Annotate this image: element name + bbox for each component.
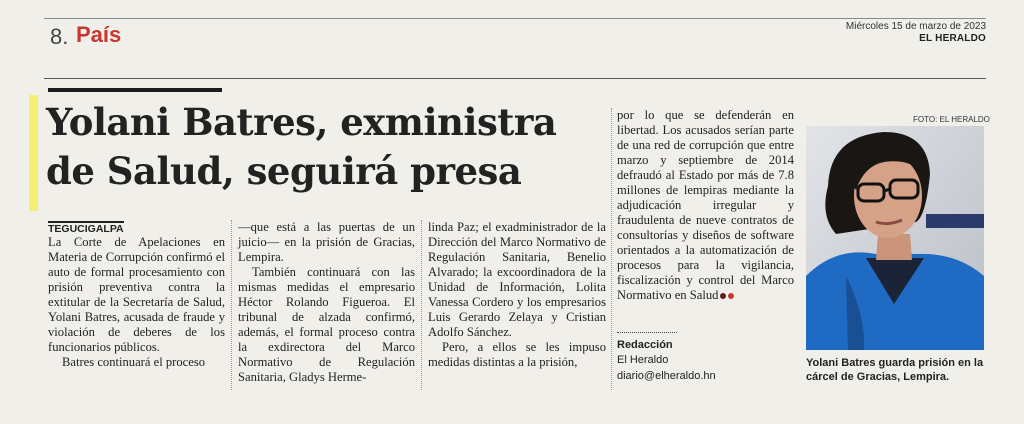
- byline-rule: [617, 332, 677, 333]
- headline-line-1: Yolani Batres, exministra: [46, 100, 557, 144]
- paragraph: Pero, a ellos se les impuso medidas distintas a la prisión,: [428, 340, 606, 369]
- portrait-illustration: [806, 126, 984, 350]
- paragraph: La Corte de Apelaciones en Materia de Corrupción confirmó el auto de formal procesamiento con prisión preventiva contra la extitular de la Secretaría de Salud, Yolani Batres, acusada de fraude y violación de deberes de los funcionarios públicos.: [48, 235, 225, 354]
- byline-email: diario@elheraldo.hn: [617, 370, 716, 382]
- photo-caption: Yolani Batres guarda prisión en la cárcel de Gracias, Lempira.: [806, 357, 984, 383]
- paragraph: También continuará con las mismas medidas el empresario Héctor Rolando Figueroa. El tribunal de alzada confirmó, además, el formal proceso contra la exdirectora del Marco Normativo de Regulación Sanitaria, Gladys Herme-: [238, 265, 415, 384]
- end-dot-red-icon: [728, 293, 734, 299]
- article-column-1: [48, 235, 225, 370]
- section-name: País: [76, 22, 122, 47]
- issue-date: Miércoles 15 de marzo de 2023: [845, 21, 986, 32]
- newspaper-name: EL HERALDO: [919, 33, 986, 44]
- byline-title: Redacción: [617, 339, 673, 351]
- paragraph: —que está a las puertas de un juicio— en la prisión de Gracias, Lempira.: [238, 220, 415, 264]
- headline-line-2: de Salud, seguirá presa: [46, 149, 522, 193]
- header-rule: [44, 78, 986, 79]
- news-photo: [806, 126, 984, 350]
- column-divider: [421, 220, 422, 390]
- headline: [46, 98, 606, 196]
- paragraph: Batres continuará el proceso: [62, 355, 206, 369]
- column-divider: [231, 220, 232, 390]
- end-of-article-icon: [718, 288, 734, 303]
- dateline: TEGUCIGALPA: [48, 223, 124, 235]
- paragraph: por lo que se defenderán en libertad. Los acusados serían parte de una red de corrupción que entre marzo y septiembre de 2014 defraudó al Estado por más de 7.8 millones de lempiras mediante la adjudicación irregular y fraudulenta de nueve contratos de consultorías y diseños de software orientados a la automatización de procesos para la vigilancia, fiscalización y control del Marco Normativo en Salud: [617, 108, 794, 302]
- page-number: 8.: [50, 24, 69, 49]
- highlighter-mark: [29, 95, 38, 211]
- paragraph: linda Paz; el exadministrador de la Dirección del Marco Normativo de Regulación Sanitaria, Benelio Alvarado; la excoordinadora de la Unidad de Información, Lolita Vanessa Cordero y los empresarios Luis Gerardo Zelaya y Cristian Adolfo Sánchez.: [428, 220, 606, 339]
- article-column-2: [238, 220, 415, 385]
- article-column-4: [617, 108, 794, 303]
- article-column-3: [428, 220, 606, 370]
- photo-credit: FOTO: EL HERALDO: [913, 115, 990, 124]
- headline-bar: [48, 88, 222, 92]
- column-divider: [611, 108, 612, 390]
- top-rule: [44, 18, 986, 19]
- end-dot-dark-icon: [720, 293, 726, 299]
- paragraph-wrap: [617, 108, 794, 303]
- byline-name: El Heraldo: [617, 354, 669, 366]
